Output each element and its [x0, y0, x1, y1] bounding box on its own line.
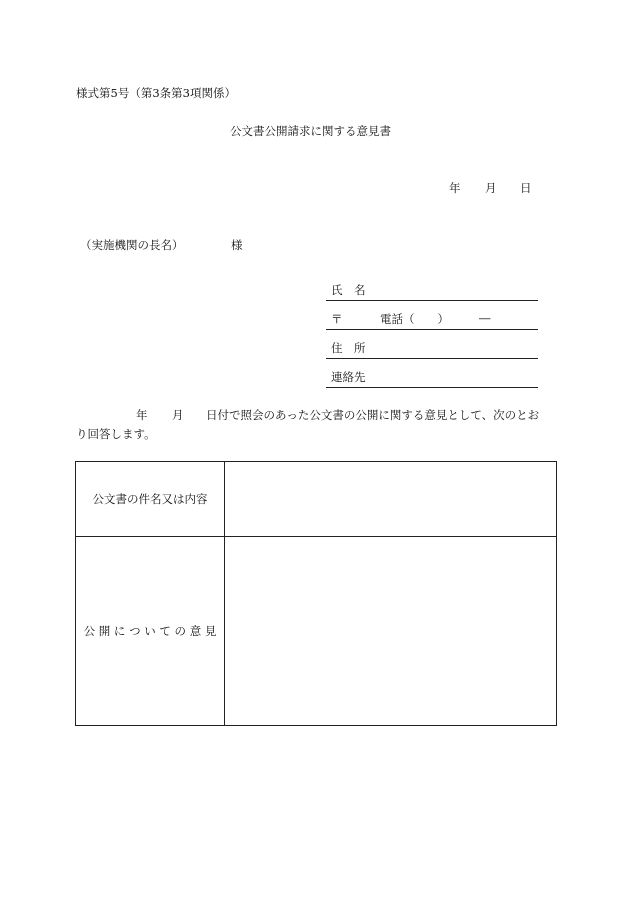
table-row	[76, 462, 557, 537]
date-month: 月	[485, 181, 497, 195]
phone-field	[326, 311, 538, 330]
address-field	[326, 340, 538, 359]
form-number: 様式第5号（第3条第3項関係）	[76, 86, 236, 100]
phone-label: 電話（ ）	[380, 312, 449, 326]
date-year: 年	[449, 181, 461, 195]
body-year: 年	[136, 408, 148, 422]
address-label: 住 所	[331, 341, 366, 355]
body-line1: 日付で照会のあった公文書の公開に関する意見として、次のとお	[206, 408, 540, 422]
addressee-honorific: 様	[231, 238, 243, 252]
name-label: 氏 名	[331, 283, 366, 297]
document-title: 公文書公開請求に関する意見書	[230, 124, 391, 138]
date-day: 日	[520, 181, 532, 195]
name-field	[326, 282, 538, 301]
document-subject-label: 公文書の件名又は内容	[76, 462, 225, 537]
opinion-cell[interactable]	[225, 537, 557, 726]
document-subject-cell[interactable]	[225, 462, 557, 537]
contact-label: 連絡先	[331, 370, 366, 384]
table-row	[76, 537, 557, 726]
addressee-label: （実施機関の長名）	[80, 238, 184, 252]
body-month: 月	[172, 408, 184, 422]
contact-field	[326, 369, 538, 388]
opinion-table	[75, 461, 557, 726]
body-line2: り回答します。	[76, 427, 156, 441]
opinion-label: 公 開 に つ い て の 意 見	[76, 537, 225, 726]
phone-dash: ―	[479, 311, 491, 325]
postal-mark: 〒	[331, 312, 343, 326]
